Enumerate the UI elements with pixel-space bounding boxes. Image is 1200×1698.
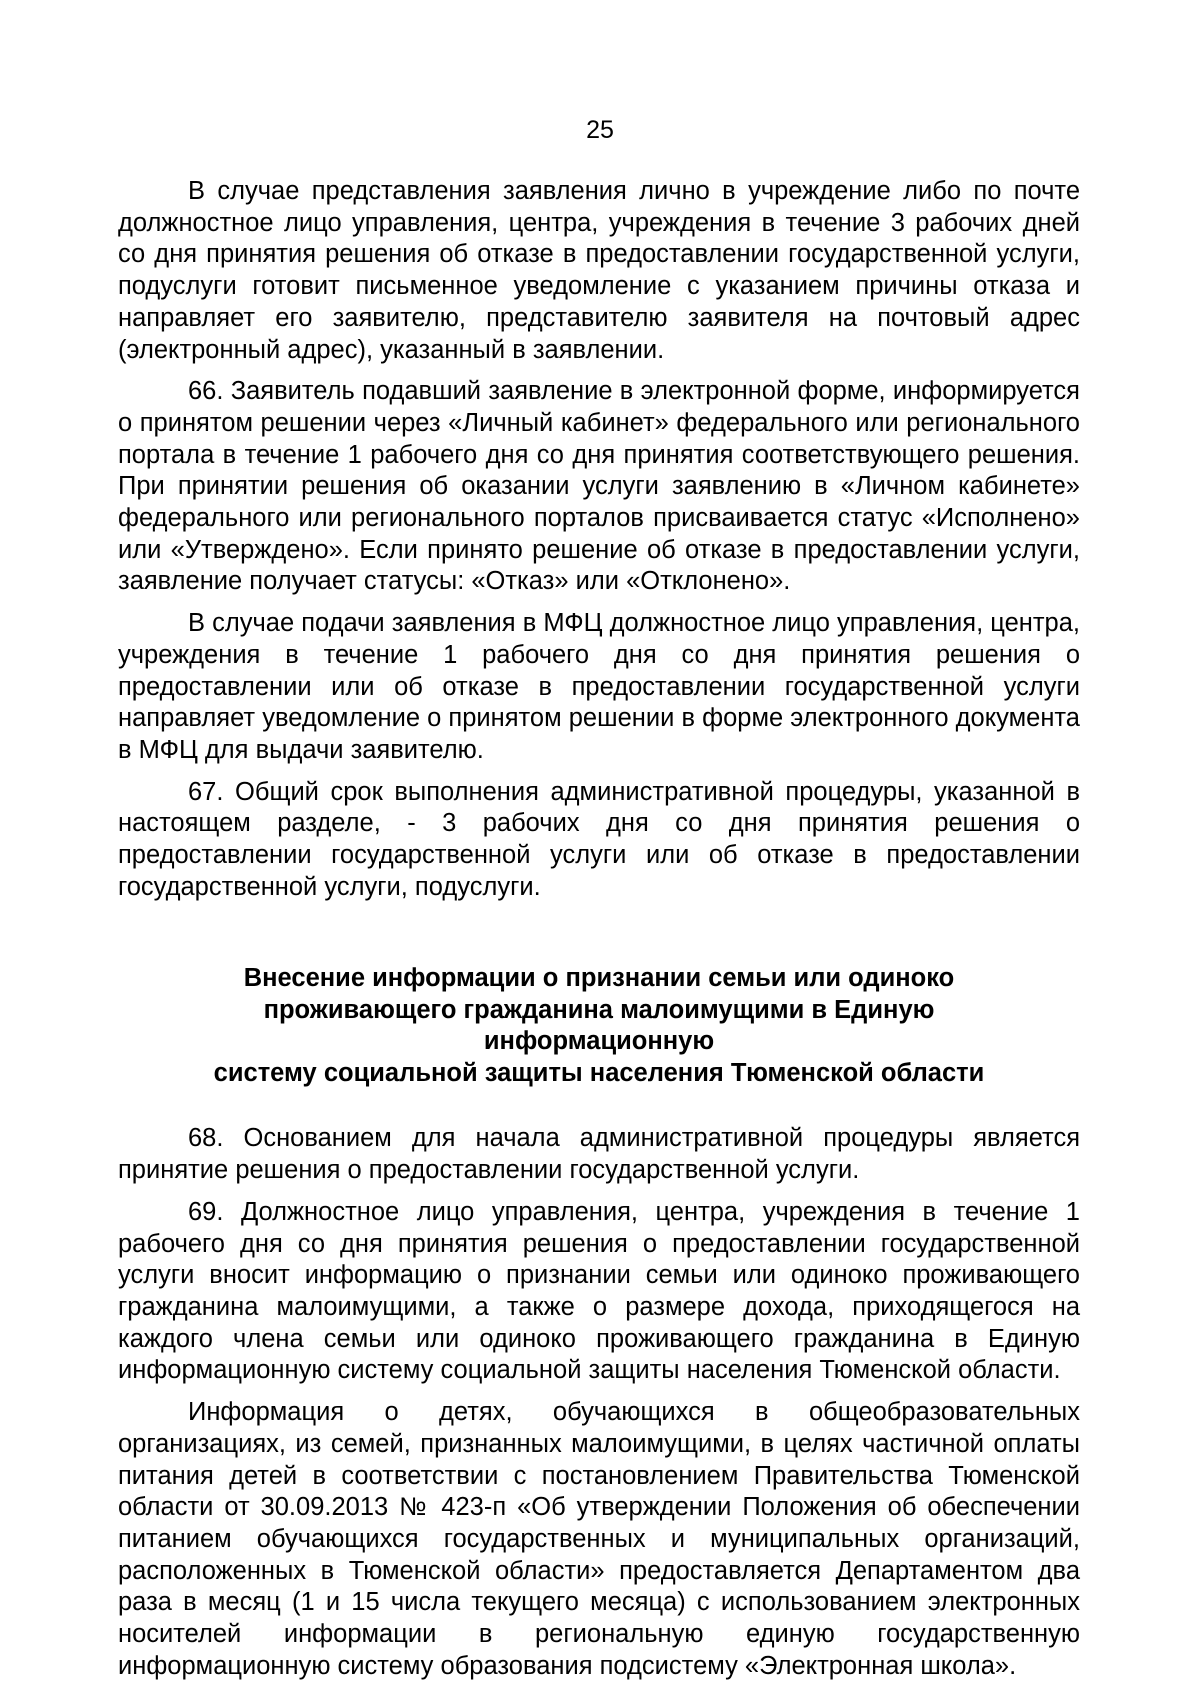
section-heading-line-1: Внесение информации о признании семьи или одиноко <box>243 964 955 993</box>
paragraph-66: 66. Заявитель подавший заявление в электронной форме, информируется о принятом решении через «Личный кабинет» федерального или регионального портала в течение 1 рабочего дня со дня принятия соответствующего решения. При принятии решения об оказании услуги заявлению в «Личном кабинете» федерального или регионального порталов присваивается статус «Исполнено» или «Утверждено». Если принято решение об отказе в предоставлении услуги, заявление получает статусы: «Отказ» или «Отклонено». <box>118 377 1080 596</box>
paragraph-69: 69. Должностное лицо управления, центра, учреждения в течение 1 рабочего дня со дня принятия решения о предоставлении государственной услуги вносит информацию о признании семьи или одиноко проживающего гражданина малоимущими, а также о размере дохода, приходящегося на каждого члена семьи или одиноко проживающего гражданина в Единую информационную систему социальной защиты населения Тюменской области. <box>118 1197 1080 1385</box>
section-heading-line-2: проживающего гражданина малоимущими в Единую информационную <box>263 995 935 1056</box>
paragraph-mfc-notification: В случае подачи заявления в МФЦ должностное лицо управления, центра, учреждения в течение 1 рабочего дня со дня принятия решения о предоставлении или об отказе в предоставлении государственной услуги направляет уведомление о принятом решении в форме электронного документа в МФЦ для выдачи заявителю. <box>118 609 1080 764</box>
section-heading <box>118 963 1080 1089</box>
page-number: 25 <box>586 116 614 144</box>
section-heading-line-3: систему социальной защиты населения Тюменской области <box>213 1058 985 1087</box>
document-body <box>118 176 1080 1692</box>
paragraph-67: 67. Общий срок выполнения административной процедуры, указанной в настоящем разделе, - 3 рабочих дня со дня принятия решения о предоставлении государственной услуги или об отказе в предоставлении государственной услуги, подуслуги. <box>118 777 1080 901</box>
paragraph-68: 68. Основанием для начала административной процедуры является принятие решения о предоставлении государственной услуги. <box>118 1124 1080 1185</box>
paragraph-notification-by-mail: В случае представления заявления лично в учреждение либо по почте должностное лицо управления, центра, учреждения в течение 3 рабочих дней со дня принятия решения об отказе в предоставлении государственной услуги, подуслуги готовит письменное уведомление с указанием причины отказа и направляет его заявителю, представителю заявителя на почтовый адрес (электронный адрес), указанный в заявлении. <box>118 177 1080 364</box>
paragraph-school-meals-info: Информация о детях, обучающихся в общеобразовательных организациях, из семей, признанных малоимущими, в целях частичной оплаты питания детей в соответствии с постановлением Правительства Тюменской области от 30.09.2013 № 423-п «Об утверждении Положения об обеспечении питанием обучающихся государственных и муниципальных организаций, расположенных в Тюменской области» предоставляется Департаментом два раза в месяц (1 и 15 числа текущего месяца) с использованием электронных носителей информации в региональную единую государственную информационную систему образования подсистему «Электронная школа». <box>118 1398 1080 1680</box>
